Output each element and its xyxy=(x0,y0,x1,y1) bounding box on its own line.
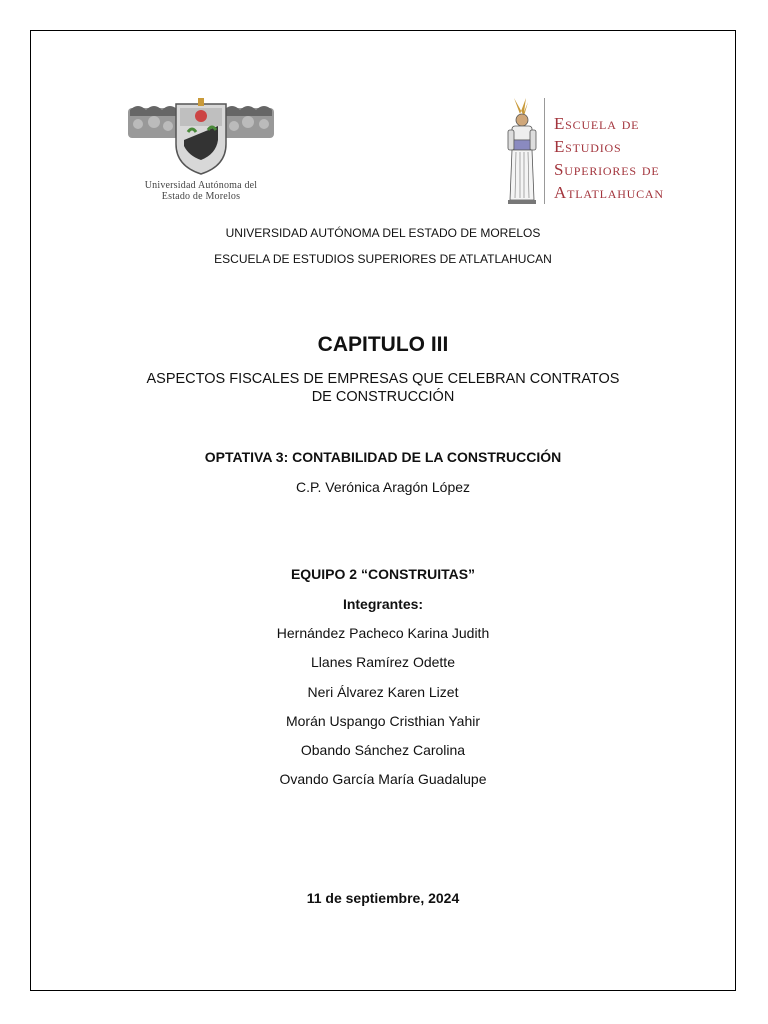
chapter-subtitle xyxy=(30,370,736,406)
member-item: Neri Álvarez Karen Lizet xyxy=(307,683,459,700)
chapter-title: CAPITULO III xyxy=(317,333,449,356)
university-name: UNIVERSIDAD AUTÓNOMA DEL ESTADO DE MORELOS xyxy=(225,226,541,240)
course-name: OPTATIVA 3: CONTABILIDAD DE LA CONSTRUCCIÓN xyxy=(204,449,562,465)
professor-name: C.P. Verónica Aragón López xyxy=(295,479,471,495)
member-item: Hernández Pacheco Karina Judith xyxy=(276,625,490,641)
member-item: Ovando García María Guadalupe xyxy=(279,771,487,788)
members-list xyxy=(30,625,736,801)
uaem-logo-text-line1: Universidad Autónoma del xyxy=(144,180,258,191)
uaem-logo xyxy=(118,96,284,208)
escuela-logo-line2: Estudios xyxy=(554,137,622,156)
member-item: Morán Uspango Cristhian Yahir xyxy=(285,712,481,729)
escuela-logo-line4: Atlatlahucan xyxy=(554,183,664,202)
chapter-subtitle-line2: DE CONSTRUCCIÓN xyxy=(311,389,455,405)
uaem-logo-text-line2: Estado de Morelos xyxy=(161,191,241,202)
members-label: Integrantes: xyxy=(342,596,424,612)
member-item: Obando Sánchez Carolina xyxy=(300,742,466,759)
uaem-crest-icon xyxy=(118,96,284,176)
escuela-logo-text xyxy=(554,112,664,204)
figure-statue-icon xyxy=(500,96,544,208)
team-name: EQUIPO 2 “CONSTRUITAS” xyxy=(290,566,476,582)
escuela-logo xyxy=(498,96,688,208)
logo-divider xyxy=(544,98,545,204)
escuela-logo-line1: Escuela de xyxy=(554,114,640,133)
document-date: 11 de septiembre, 2024 xyxy=(306,890,460,906)
escuela-logo-line3: Superiores de xyxy=(554,160,660,179)
member-item: Llanes Ramírez Odette xyxy=(311,654,455,671)
school-name: ESCUELA DE ESTUDIOS SUPERIORES DE ATLATLAHUCAN xyxy=(214,252,552,266)
chapter-subtitle-line1: ASPECTOS FISCALES DE EMPRESAS QUE CELEBRAN CONTRATOS xyxy=(146,371,620,387)
